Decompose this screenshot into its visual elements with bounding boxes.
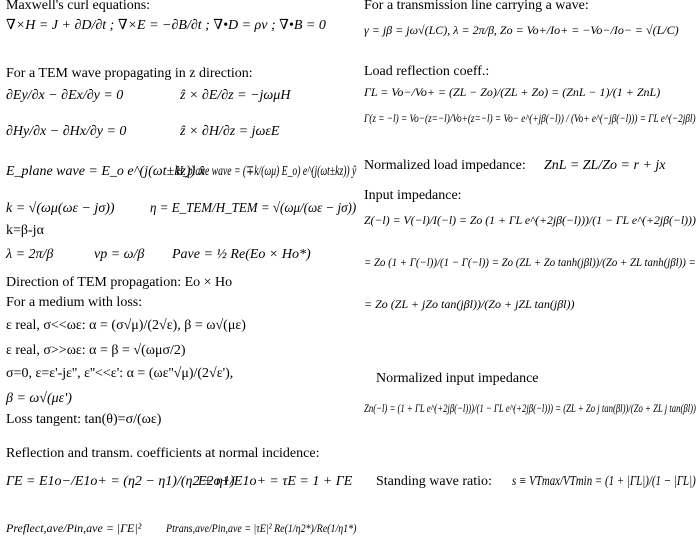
k-equation: k = √(ωμ(ωε − jσ)) <box>6 201 115 216</box>
transmission-line-equation: γ = jβ = jω√(LC), λ = 2π/β, Zo = Vo+/Io+ = −Vo−/Io− = √(L/C) <box>364 23 679 37</box>
normalized-input-title: Normalized input impedance <box>376 371 539 386</box>
phase-velocity-equation: vp = ω/β <box>94 247 145 262</box>
load-reflection-title: Load reflection coeff.: <box>364 64 490 79</box>
lossy-case-1: ε real, σ<<ωε: α = (σ√μ)/(2√ε), β = ω√(με) <box>6 318 246 333</box>
transmitted-power-ratio: Ptrans,ave/Pin,ave = |τE|² Re(1/η2*)/Re(1/η1*) <box>166 521 357 535</box>
lossy-case-3-beta: β = ω√(με') <box>6 391 72 406</box>
lossy-case-2: ε real, σ>>ωε: α = β = √(ωμσ/2) <box>6 343 186 358</box>
transmission-line-title: For a transmission line carrying a wave: <box>364 0 589 13</box>
normalized-load-title: Normalized load impedance: <box>364 158 526 173</box>
average-power-equation: Pave = ½ Re(Eo × Ho*) <box>172 247 311 262</box>
tem-title: For a TEM wave propagating in z direction: <box>6 66 253 81</box>
plane-wave-e: E_plane wave = E_o e^(j(ωt±kz)) x̂ <box>6 164 205 179</box>
swr-equation: s ≡ VTmax/VTmin = (1 + |ΓL|)/(1 − |ΓL|) <box>512 474 696 489</box>
maxwell-title: Maxwell's curl equations: <box>6 0 151 13</box>
input-impedance-eq-3: = Zo (ZL + jZo tan(jβl))/(Zo + jZL tan(jβl)) <box>364 297 575 311</box>
input-impedance-eq-1: Z(−l) = V(−l)/I(−l) = Zo (1 + ΓL e^(+2jβ(−l)))/(1 − ΓL e^(+2jβ(−l))) <box>364 213 696 227</box>
tem-eq-2: ẑ × ∂E/∂z = −jωμH <box>180 88 291 103</box>
loss-tangent: Loss tangent: tan(θ)=σ/(ωε) <box>6 412 162 427</box>
normalized-input-equation: Zn(−l) = (1 + ΓL e^(+2jβ(−l)))/(1 − ΓL e^(+2jβ(−l))) = (ZL + Zo j tan(βl))/(Zo + ZL j tan(βl)) <box>364 401 696 415</box>
input-impedance-title: Input impedance: <box>364 188 462 203</box>
load-reflection-equation: ΓL = Vo−/Vo+ = (ZL − Zo)/(ZL + Zo) = (ZnL − 1)/(1 + ZnL) <box>364 85 661 99</box>
reflection-coefficient: ΓE = E1o−/E1o+ = (η2 − η1)/(η2 + η1) <box>6 474 235 489</box>
tem-direction: Direction of TEM propagation: Eo × Ho <box>6 275 233 290</box>
tem-eq-1: ∂Ey/∂x − ∂Ex/∂y = 0 <box>6 88 124 103</box>
reflection-title: Reflection and transm. coefficients at normal incidence: <box>6 446 320 461</box>
k-beta-alpha: k=β-jα <box>6 223 44 238</box>
normalized-load-equation: ZnL = ZL/Zo = r + jx <box>544 158 666 173</box>
tem-eq-3: ∂Hy/∂x − ∂Hx/∂y = 0 <box>6 124 127 139</box>
transmission-coefficient: E2o+/E1o+ = τE = 1 + ΓE <box>198 474 353 489</box>
input-impedance-eq-2: = Zo (1 + Γ(−l))/(1 − Γ(−l)) = Zo (ZL + Zo tanh(jβl))/(Zo + ZL tanh(jβl)) = <box>364 255 696 269</box>
lossy-title: For a medium with loss: <box>6 295 143 310</box>
tem-eq-4: ẑ × ∂H/∂z = jωεE <box>180 124 280 139</box>
maxwell-equations: ∇×H = J + ∂D/∂t ; ∇×E = −∂B/∂t ; ∇•D = ρv ; ∇•B = 0 <box>6 18 326 33</box>
plane-wave-h: H_plane wave = (∓k/(ωμ) E_o) e^(j(ωt±kz)) ŷ <box>176 164 357 179</box>
lossy-case-3: σ=0, ε=ε'-jε'', ε''<<ε': α = (ωε''√μ)/(2√ε'), <box>6 366 234 381</box>
reflected-power-ratio: Preflect,ave/Pin,ave = |ΓE|² <box>6 521 142 535</box>
gamma-at-position-equation: Γ(z = −l) = Vo−(z=−l)/Vo+(z=−l) = Vo− e^(+jβ(−l)) / (Vo+ e^(−jβ(−l))) = ΓL e^(−2jβl) <box>364 111 696 125</box>
eta-equation: η = E_TEM/H_TEM = √(ωμ/(ωε − jσ)) <box>150 201 357 216</box>
swr-title: Standing wave ratio: <box>376 474 492 489</box>
lambda-equation: λ = 2π/β <box>6 247 54 262</box>
